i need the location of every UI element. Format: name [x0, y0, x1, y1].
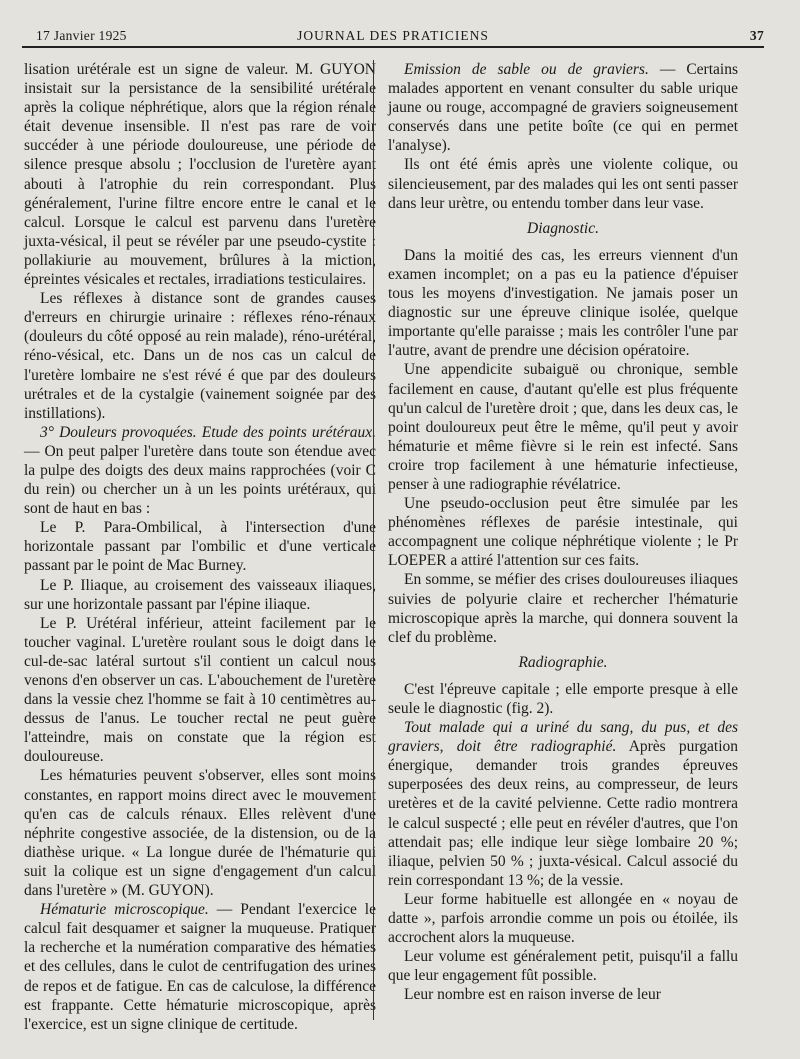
paragraph: Leur nombre est en raison inverse de leur: [404, 986, 661, 1004]
paragraph: [24, 900, 376, 1034]
section-lead: Emission de sable ou de graviers.: [404, 61, 649, 78]
paragraph: [388, 718, 738, 890]
section-lead: Tout malade qui a uriné du sang, du pus, et des graviers, doit être radiographié.: [388, 719, 738, 756]
paragraph: Leur volume est généralement petit, puisqu'il a fallu que leur engagement fût possible.: [388, 948, 738, 985]
paragraph-text: Après purgation énergique, demander trois grandes épreuves superposées des deux reins, au compresseur, de leurs uretères et de la cavité pelvienne. Cette radio montrera le calcul suspecté ; elle peut en révéler d'autres, que l'on attendait pas; elle indique leur siège lombaire 20 %; iliaque, pelvien 50 % ; juxta-vésical. Calcul associé du rein correspondant 13 %; de la vessie.: [388, 738, 738, 889]
section-lead: Hématurie microscopique.: [40, 901, 209, 919]
paragraph: Ils ont été émis après une violente colique, ou silencieusement, par des malades qui les ont senti passer dans leur urètre, ou entendu tomber dans leur vase.: [388, 156, 738, 212]
left-column: [24, 60, 376, 1034]
right-column: [388, 60, 738, 1005]
header-date: 17 Janvier 1925: [36, 28, 127, 43]
paragraph: Une appendicite subaiguë ou chronique, semble facilement en cause, d'autant qu'elle est plus fréquente qu'un calcul de l'uretère droit ; que, dans les deux cas, le point douloureux peut être le même, qu'il peut y avoir hématurie et même fièvre si le rein est infecté. Sans croire trop facilement à une hématurie infectieuse, penser à une radiographie révélatrice.: [388, 361, 738, 493]
column-divider: [373, 60, 374, 1020]
header-rule: [22, 46, 764, 48]
paragraph: Le P. Para-Ombilical, à l'intersection d'une horizontale passant par l'ombilic et d'une verticale passant par le point de Mac Burney.: [24, 519, 376, 575]
page-number: 37: [749, 28, 764, 43]
section-heading-diagnostic: Diagnostic.: [527, 219, 599, 237]
paragraph: Une pseudo-occlusion peut être simulée par les phénomènes réflexes de parésie intestinale, qui accompagnent une colique néphrétique violente ; le Pr LOEPER a attiré l'attention sur ces faits.: [388, 495, 738, 570]
paragraph-text: — On peut palper l'uretère dans toute son étendue avec la pulpe des doigts des deux mains rapprochées (voir C du rein) ou chercher un à un les points urétéraux, qui sont de haut en bas :: [24, 442, 376, 518]
paragraph: [388, 60, 738, 155]
section-heading-radiographie: Radiographie.: [518, 653, 608, 671]
paragraph: lisation urétérale est un signe de valeur. M. GUYON insistait sur la persistance de la sensibilité urétérale après la colique néphrétique, alors que la région rénale était devenue insensible. Il n'est pas rare de voir succéder à une période douloureuse, une période de silence presque absolu ; l'occlusion de l'uretère ayant abouti à l'atrophie du rein correspondant. Plus généralement, l'urine filtre encore entre le canal et le calcul. Lorsque le calcul est parvenu dans l'uretère juxta-vésical, il peut se révéler par une pseudo-cystite : pollakiurie au mouvement, brûlures à la miction, épreintes vésicales et rectales, irradiations testiculaires.: [24, 61, 376, 289]
journal-title: JOURNAL DES PRATICIENS: [297, 28, 489, 43]
paragraph: C'est l'épreuve capitale ; elle emporte presque à elle seule le diagnostic (fig. 2).: [388, 680, 738, 717]
paragraph: En somme, se méfier des crises douloureuses iliaques suivies de polyurie claire et rechercher l'hématurie microscopique après la marche, qui donnera souvent la clef du problème.: [388, 571, 738, 646]
paragraph: Les hématuries peuvent s'observer, elles sont moins constantes, en rapport moins direct avec le mouvement qu'en cas de calculs rénaux. Elles relèvent d'une néphrite congestive associée, de la distension, ou de la diathèse urique. « La longue durée de l'hématurie qui suit la colique est un signe d'engagement d'un calcul dans l'uretère » (M. GUYON).: [24, 767, 376, 900]
paragraph: Les réflexes à distance sont de grandes causes d'erreurs en chirurgie urinaire : réflexes réno-rénaux (douleurs du côté opposé au rein malade), réno-urétéral, réno-vésical, etc. Dans un de nos cas un calcul de l'uretère lombaire ne s'est révé é que par des douleurs urétrales et de la cystalgie (vainement soignée par des instillations).: [24, 290, 376, 422]
paragraph: Dans la moitié des cas, les erreurs viennent d'un examen incomplet; on a pas eu la patience d'épuiser tous les moyens d'investigation. Ne jamais poser un diagnostic sur une épreuve clinique isolée, quelque importante qu'elle paraisse ; mais les contrôler l'une par l'autre, avant de prendre une décision opératoire.: [388, 246, 738, 360]
paragraph-text: — Certains malades apportent en venant consulter du sable urique jaune ou rouge, accompagné de graviers soigneusement conservés dans une petite boîte (ce qui en permet l'analyse).: [388, 61, 738, 155]
paragraph: Le P. Iliaque, au croisement des vaisseaux iliaques, sur une horizontale passant par l'épine iliaque.: [24, 576, 376, 613]
paragraph: [24, 423, 376, 518]
page-header: [22, 26, 764, 46]
paragraph: Le P. Urétéral inférieur, atteint facilement par le toucher vaginal. L'uretère roulant sous le doigt dans le cul-de-sac latéral surtout s'il contient un calcul nous venons d'en observer un cas. L'abouchement de l'uretère dans la vessie chez l'homme se fait à 10 centimètres au-dessus de l'anus. Le toucher rectal ne peut guère l'atteindre, mais on constate que la région est douloureuse.: [24, 614, 376, 766]
paragraph-text: — Pendant l'exercice le calcul fait desquamer et saigner la muqueuse. Pratiquer la recherche et la numération comparative des hématies et des cellules, dans le culot de centrifugation des urines de repos et de fatigue. En cas de calculose, la différence est frappante. Cette hématurie microscopique, après l'exercice, est un signe clinique de certitude.: [24, 901, 376, 1033]
section-lead: 3° Douleurs provoquées. Etude des points urétéraux.: [40, 423, 376, 441]
paragraph: Leur forme habituelle est allongée en « noyau de datte », parfois arrondie comme un pois ou étoilée, ils accrochent alors la muqueuse.: [388, 890, 738, 947]
